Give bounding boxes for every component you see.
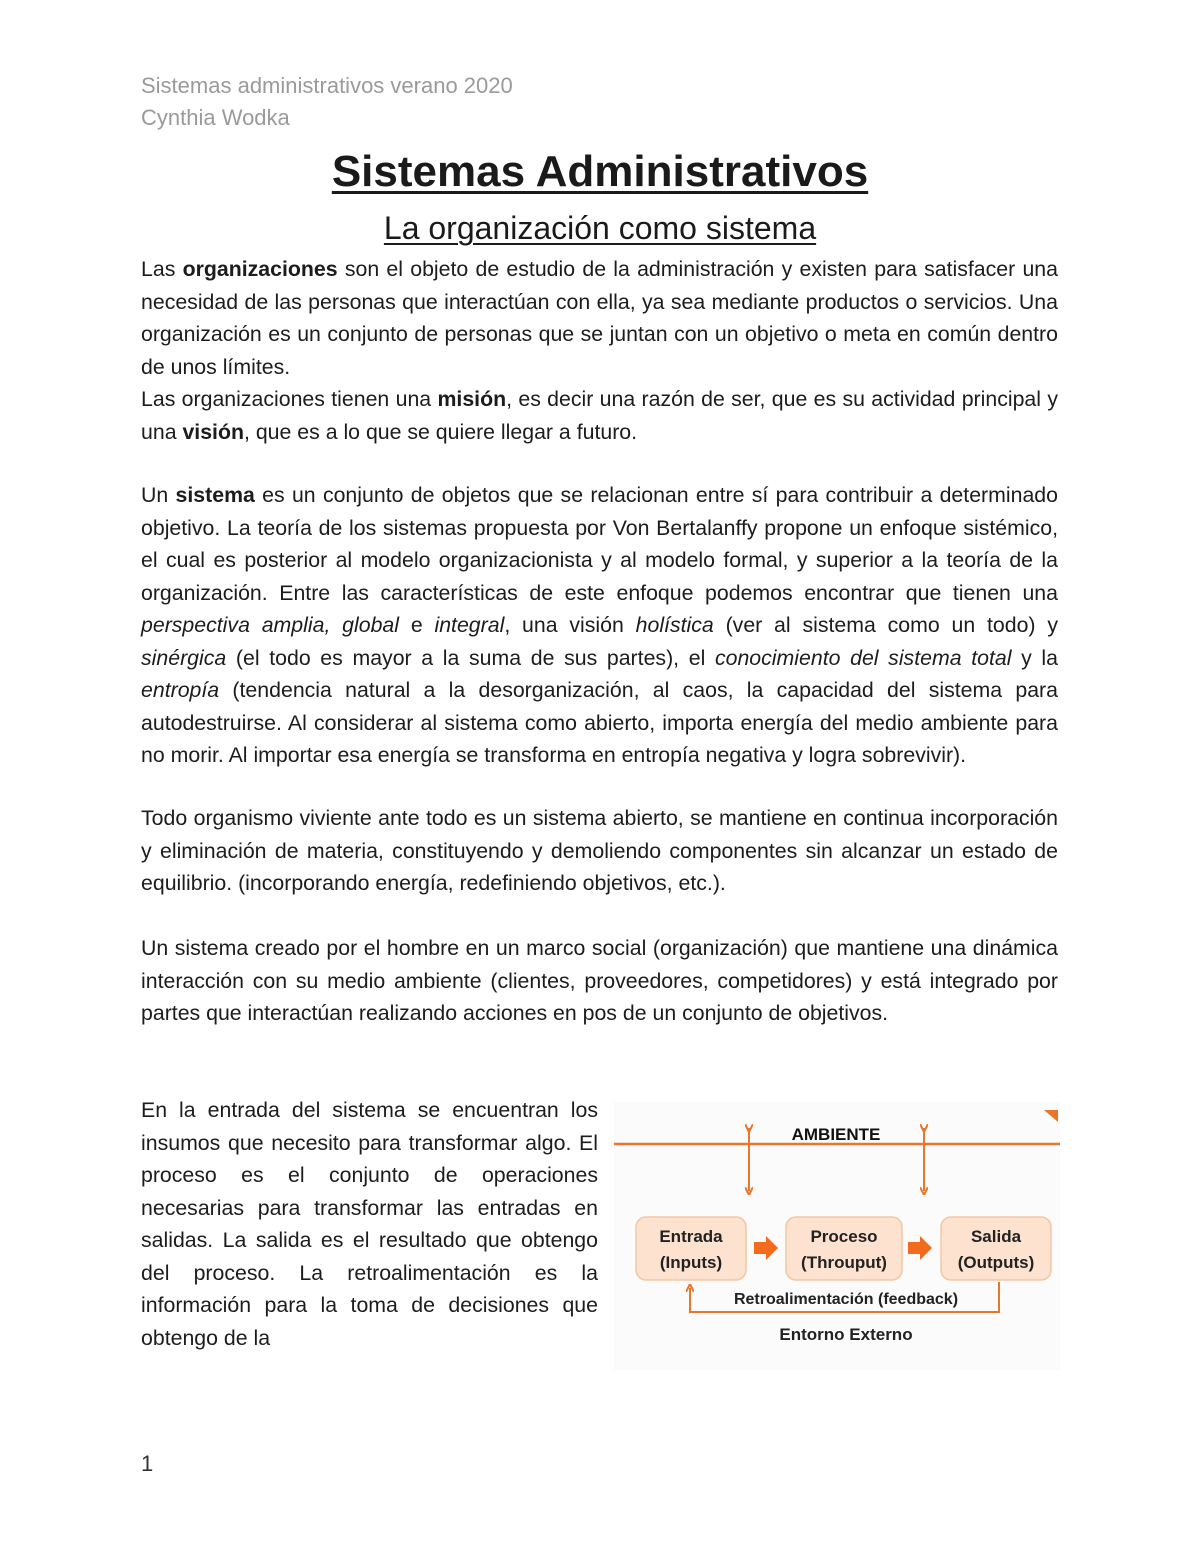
- header-course: Sistemas administrativos verano 2020: [141, 73, 513, 98]
- paragraph-organismo: Todo organismo viviente ante todo es un sistema abierto, se mantiene en continua incorporación y eliminación de materia, constituyendo y demoliendo componentes sin alcanzar un estado de equilibrio. (incorporando energía, redefiniendo objetivos, etc.).: [141, 806, 1058, 895]
- entorno-label: Entorno Externo: [779, 1325, 913, 1344]
- paragraph-sistema: Un sistema es un conjunto de objetos que se relacionan entre sí para contribuir a determinado objetivo. La teoría de los sistemas propuesta por Von Bertalanffy propone un enfoque sistémico, el cual es posterior al modelo organizacionista y al modelo formal, y superior a la teoría de la organización. Entre las características de este enfoque podemos encontrar que tienen una perspectiva amplia, global e integral, una visión holística (ver al sistema como un todo) y sinérgica (el todo es mayor a la suma de sus partes), el conocimiento del sistema total y la entropía (tendencia natural a la desorganización, al caos, la capacidad del sistema para autodestruirse. Al considerar al sistema como abierto, importa energía del medio ambiente para no morir. Al importar esa energía se transforma en entropía negativa y logra sobrevivir).: [141, 483, 1058, 767]
- page-subtitle: La organización como sistema: [383, 210, 817, 246]
- header-author: Cynthia Wodka: [141, 105, 290, 130]
- proceso-label: Proceso: [810, 1227, 878, 1246]
- ambiente-label: AMBIENTE: [791, 1125, 881, 1144]
- paragraph-sistema-social: Un sistema creado por el hombre en un marco social (organización) que mantiene una dinámica interacción con su medio ambiente (clientes, proveedores, competidores) y está integrado por partes que interactúan realizando acciones en pos de un conjunto de objetivos.: [141, 936, 1058, 1025]
- feedback-label: Retroalimentación (feedback): [733, 1291, 959, 1308]
- entrada-label: Entrada: [659, 1227, 723, 1246]
- proceso-sublabel: (Throuput): [801, 1253, 887, 1272]
- page-title: Sistemas Administrativos: [331, 147, 869, 196]
- paragraph-organizaciones: Las organizaciones son el objeto de estudio de la administración y existen para satisfacer una necesidad de las personas que interactúan con ella, ya sea mediante productos o servicios. Una organización es un conjunto de personas que se juntan con un objetivo o meta en común dentro de unos límites.: [141, 257, 1058, 379]
- system-diagram: [614, 1102, 1060, 1370]
- paragraph-mision-vision: Las organizaciones tienen una misión, es decir una razón de ser, que es su actividad principal y una visión, que es a lo que se quiere llegar a futuro.: [141, 387, 1058, 444]
- page-number: 1: [141, 1451, 154, 1476]
- salida-sublabel: (Outputs): [957, 1253, 1035, 1272]
- salida-label: Salida: [970, 1227, 1022, 1246]
- paragraph-entrada-proceso: En la entrada del sistema se encuentran los insumos que necesito para transformar algo. El proceso es el conjunto de operaciones necesarias para transformar las entradas en salidas. La salida es el resultado que obtengo del proceso. La retroalimentación es la información para la toma de decisiones que obtengo de la: [141, 1098, 598, 1350]
- entrada-sublabel: (Inputs): [659, 1253, 723, 1272]
